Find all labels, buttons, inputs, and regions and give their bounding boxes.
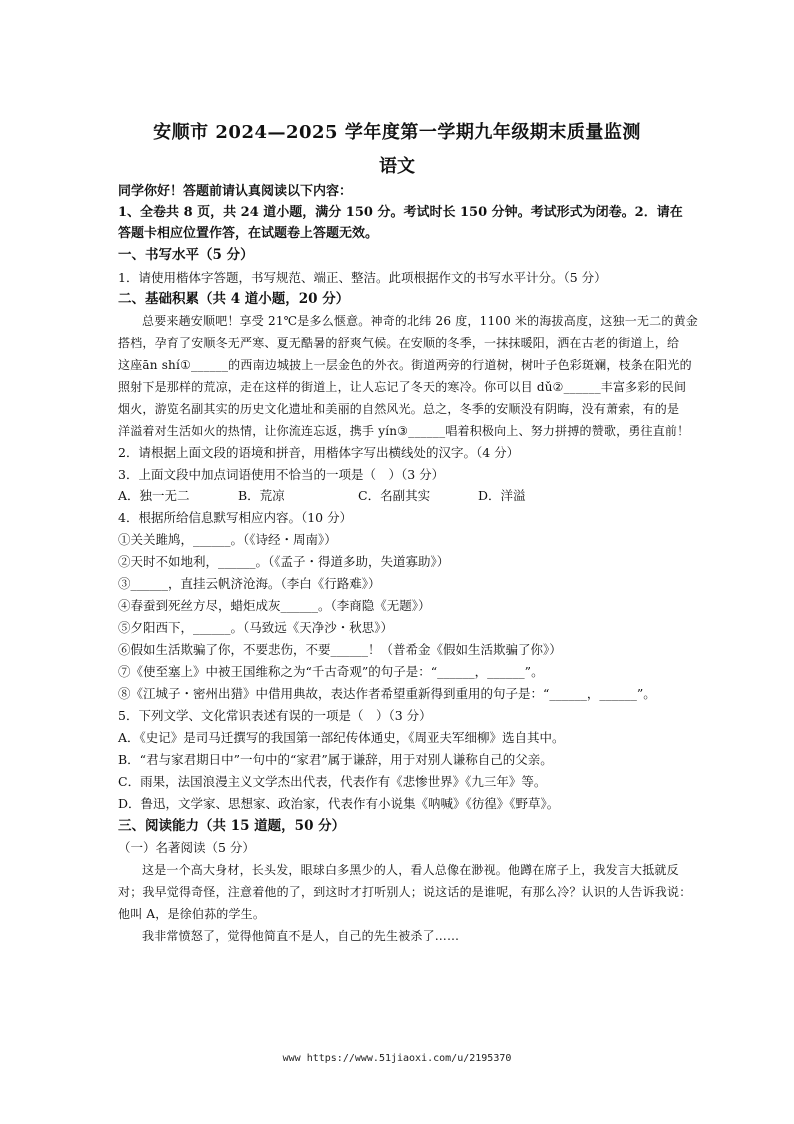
q4-item: ⑥假如生活欺骗了你，不要悲伤，不要______！（普希金《假如生活欺骗了你》） [118,642,562,657]
q5-option-b: B．“君与家君期日中”一句中的“家君”属于谦辞，用于对别人谦称自己的父亲。 [118,752,553,767]
passage-line: 这座ān shí①______的西南边城披上一层金色的外衣。街道两旁的行道树，树叶子色彩斑斓，枝条在阳光的 [118,358,692,372]
passage-line: 搭档，孕育了安顺冬无严寒、夏无酷暑的舒爽气候。在安顺的冬季，一抹抹暖阳，洒在古老的街道上，给 [118,336,680,350]
question-5: 5．下列文学、文化常识表述有误的一项是（ ）（3 分） [118,708,432,723]
notice-line-2: 1、全卷共 8 页，共 24 道小题，满分 150 分。考试时长 150 分钟。考试形式为闭卷。2．请在 [118,205,683,220]
reading-passage-line: 我非常愤怒了，觉得他简直不是人，自己的先生被杀了…… [142,929,460,943]
subject-title: 语文 [379,156,415,177]
q4-item: ⑦《使至塞上》中被王国维称之为“千古奇观”的句子是：“______，______”。 [118,664,544,679]
section-1-heading: 一、书写水平（5 分） [118,247,254,263]
passage-line: 总要来趟安顺吧！享受 21℃是多么惬意。神奇的北纬 26 度，1100 米的海拔高度，这独一无二的黄金 [142,314,698,328]
passage-line: 照射下是那样的荒凉，走在这样的街道上，让人忘记了冬天的寒冷。你可以目 dǔ②______丰富多彩的民间 [118,380,687,394]
q4-item: ③______，直挂云帆济沧海。（李白《行路难》） [118,576,381,591]
reading-passage-line: 这是一个高大身材，长头发，眼球白多黑少的人，看人总像在渺视。他蹲在席子上，我发言大抵就反 [142,863,679,877]
notice-line-1: 同学你好！答题前请认真阅读以下内容： [118,184,353,199]
q4-item: ⑤夕阳西下，______。（马致远《天净沙・秋思》） [118,620,394,635]
q5-option-d: D．鲁迅，文学家、思想家、政治家，代表作有小说集《呐喊》《彷徨》《野草》。 [118,796,560,811]
q3-option-b: B．荒凉 [238,488,285,503]
reading-passage-line: 他叫 A，是徐伯荪的学生。 [118,907,266,921]
q3-option-c: C．名副其实 [358,488,431,503]
notice-line-3: 答题卡相应位置作答，在试题卷上答题无效。 [118,226,379,241]
passage-line: 烟火，游览名副其实的历史文化遗址和美丽的自然风光。总之，冬季的安顺没有阴晦，没有萧索，有的是 [118,402,680,416]
question-1: 1．请使用楷体字答题，书写规范、端正、整洁。此项根据作文的书写水平计分。（5 分） [118,270,607,285]
section-3-part-1: （一）名著阅读（5 分） [118,840,255,855]
question-4: 4．根据所给信息默写相应内容。（10 分） [118,510,353,525]
footer-watermark: www https://www.51jiaoxi.com/u/2195370 [282,1053,512,1064]
reading-passage-line: 对；我早觉得奇怪，注意着他的了，到这时才打听别人；说这话的是谁呢，有那么冷？认识的人告诉我说： [118,885,692,899]
question-2: 2．请根据上面文段的语境和拼音，用楷体字写出横线处的汉字。（4 分） [118,445,520,460]
question-3: 3．上面文段中加点词语使用不恰当的一项是（ ）（3 分） [118,467,445,482]
section-3-heading: 三、阅读能力（共 15 道题，50 分） [118,818,346,834]
section-2-heading: 二、基础积累（共 4 道小题，20 分） [118,291,350,307]
q4-item: ②天时不如地利，______。（《孟子・得道多助，失道寡助》） [118,554,450,569]
passage-line: 洋溢着对生活如火的热情，让你流连忘返，携手 yín③______唱着积极向上、努力拼搏的赞歌，勇往直前！ [118,424,690,438]
q5-option-a: A．《史记》是司马迁撰写的我国第一部纪传体通史，《周亚夫军细柳》选自其中。 [118,730,565,745]
q3-option-d: D．洋溢 [478,488,526,503]
page-title: 安顺市 2024—2025 学年度第一学期九年级期末质量监测 [153,122,641,143]
q4-item: ①关关雎鸠，______。（《诗经・周南》） [118,532,337,547]
q4-item: ⑧《江城子・密州出猎》中借用典故，表达作者希望重新得到重用的句子是：“______，______”。 [118,686,656,701]
q3-option-a: A．独一无二 [118,488,190,503]
q5-option-c: C．雨果，法国浪漫主义文学杰出代表，代表作有《悲惨世界》《九三年》等。 [118,774,547,789]
q4-item: ④春蚕到死丝方尽，蜡炬成灰______。（李商隐《无题》） [118,598,431,613]
